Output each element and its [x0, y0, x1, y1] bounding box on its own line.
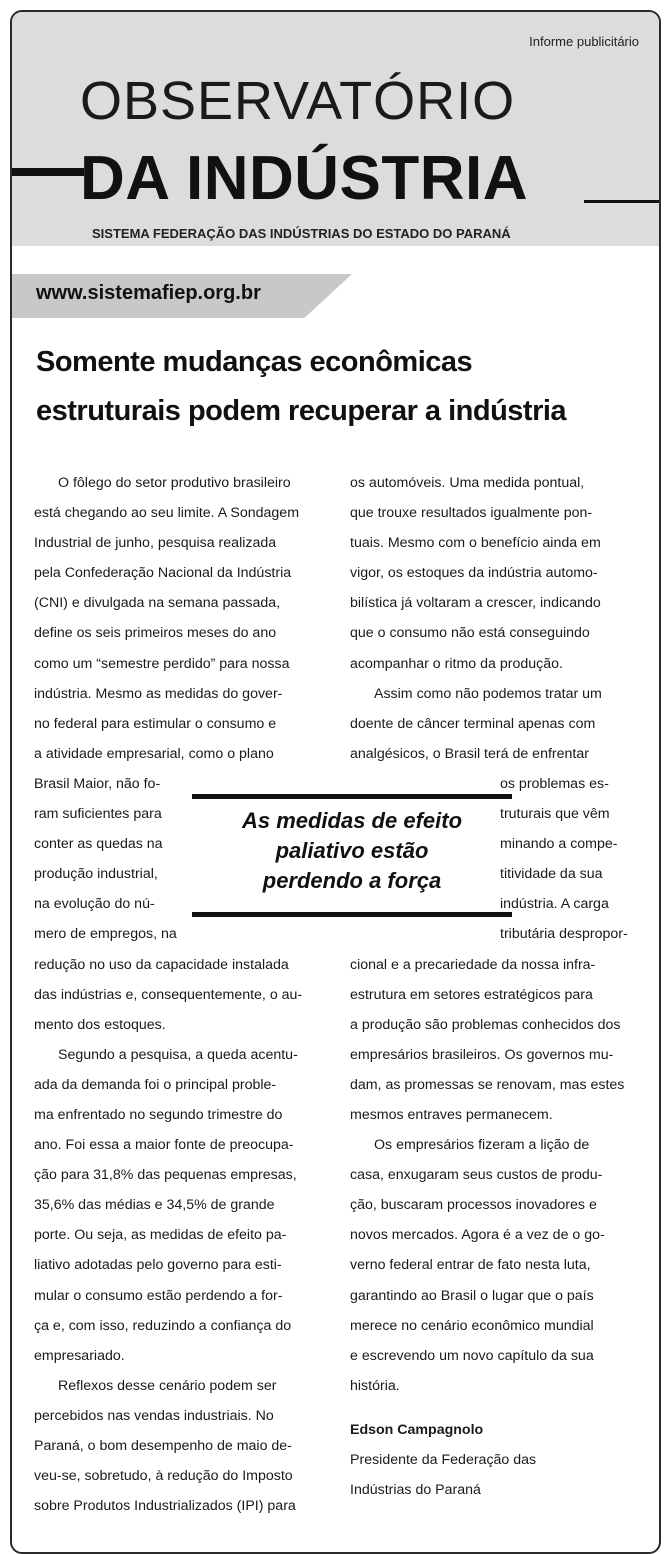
- text-line: novos mercados. Agora é a vez de o go-: [350, 1227, 605, 1244]
- text-line: a produção são problemas conhecidos dos: [350, 1016, 621, 1033]
- text-line: define os seis primeiros meses do ano: [34, 625, 277, 642]
- text-line: Assim como não podemos tratar um: [374, 685, 602, 702]
- text-line: produção industrial,: [34, 866, 158, 883]
- text-line: cional e a precariedade da nossa infra-: [350, 956, 596, 973]
- text-line: verno federal entrar de fato nesta luta,: [350, 1257, 591, 1274]
- text-line: ça e, com isso, reduzindo a confiança do: [34, 1317, 292, 1334]
- text-line: mento dos estoques.: [34, 1016, 166, 1033]
- title-rule-right: [584, 200, 659, 203]
- text-line: mular o consumo estão perdendo a for-: [34, 1287, 283, 1304]
- headline-line-1: Somente mudanças econômicas: [36, 346, 473, 378]
- text-line: empresariado.: [34, 1347, 125, 1364]
- text-line: que o consumo não está conseguindo: [350, 625, 590, 642]
- title-da-industria: DA INDÚSTRIA: [80, 144, 529, 213]
- text-line: conter as quedas na: [34, 836, 163, 853]
- header-subtitle: SISTEMA FEDERAÇÃO DAS INDÚSTRIAS DO ESTADO DO PARANÁ: [92, 226, 511, 241]
- left-column: [34, 468, 340, 1521]
- text-line: 35,6% das médias e 34,5% de grande: [34, 1197, 275, 1214]
- pull-quote-line-1: As medidas de efeito: [241, 808, 463, 833]
- website-url[interactable]: www.sistemafiep.org.br: [36, 282, 261, 304]
- text-line: ram suficientes para: [34, 806, 162, 823]
- text-line: tributária despropor-: [500, 926, 628, 943]
- pull-quote-line-3: perdendo a força: [262, 868, 442, 893]
- informe-label: Informe publicitário: [529, 34, 639, 49]
- text-line: história.: [350, 1377, 400, 1394]
- advertorial-frame: [10, 10, 661, 1554]
- text-line: Brasil Maior, não fo-: [34, 775, 161, 792]
- text-line: das indústrias e, consequentemente, o au-: [34, 986, 303, 1003]
- text-line: sobre Produtos Industrializados (IPI) para: [34, 1498, 296, 1515]
- article-headline: [36, 338, 646, 436]
- pull-quote: [192, 794, 512, 918]
- text-line: estrutura em setores estratégicos para: [350, 986, 593, 1003]
- signature-role-2: Indústrias do Paraná: [350, 1481, 481, 1498]
- text-line: bilística já voltaram a crescer, indicando: [350, 595, 601, 612]
- text-line: mesmos entraves permanecem.: [350, 1106, 553, 1123]
- text-line: Segundo a pesquisa, a queda acentu-: [58, 1046, 298, 1063]
- text-line: na evolução do nú-: [34, 896, 155, 913]
- text-line: Industrial de junho, pesquisa realizada: [34, 535, 277, 552]
- text-line: os automóveis. Uma medida pontual,: [350, 475, 585, 491]
- text-line: percebidos nas vendas industriais. No: [34, 1407, 274, 1424]
- title-rule-left: [12, 168, 84, 176]
- text-line: Reflexos desse cenário podem ser: [58, 1377, 277, 1394]
- pull-quote-rule-top: [192, 794, 512, 799]
- text-line: como um “semestre perdido” para nossa: [34, 655, 290, 672]
- text-line: no federal para estimular o consumo e: [34, 715, 277, 732]
- text-line: ma enfrentado no segundo trimestre do: [34, 1106, 283, 1123]
- text-line: Os empresários fizeram a lição de: [374, 1137, 590, 1154]
- text-line: analgésicos, o Brasil terá de enfrentar: [350, 745, 589, 762]
- text-line: O fôlego do setor produtivo brasileiro: [58, 475, 291, 491]
- text-line: os problemas es-: [500, 775, 609, 792]
- text-line: ção para 31,8% das pequenas empresas,: [34, 1167, 297, 1184]
- text-line: porte. Ou seja, as medidas de efeito pa-: [34, 1227, 287, 1244]
- text-line: empresários brasileiros. Os governos mu-: [350, 1046, 614, 1063]
- text-line: ada da demanda foi o principal proble-: [34, 1076, 277, 1093]
- text-line: garantindo ao Brasil o lugar que o país: [350, 1287, 594, 1304]
- text-line: casa, enxugaram seus custos de produ-: [350, 1167, 603, 1184]
- text-line: doente de câncer terminal apenas com: [350, 715, 596, 732]
- text-line: acompanhar o ritmo da produção.: [350, 655, 563, 672]
- text-line: vigor, os estoques da indústria automo-: [350, 565, 598, 582]
- text-line: ano. Foi essa a maior fonte de preocupa-: [34, 1137, 294, 1154]
- text-line: mero de empregos, na: [34, 926, 177, 943]
- text-line: está chegando ao seu limite. A Sondagem: [34, 505, 300, 522]
- text-line: minando a compe-: [500, 836, 618, 853]
- text-line: merece no cenário econômico mundial: [350, 1317, 594, 1334]
- text-line: liativo adotadas pelo governo para esti-: [34, 1257, 282, 1274]
- text-line: a atividade empresarial, como o plano: [34, 745, 274, 762]
- text-line: truturais que vêm: [500, 806, 610, 823]
- text-line: veu-se, sobretudo, à redução do Imposto: [34, 1468, 293, 1485]
- text-line: e escrevendo um novo capítulo da sua: [350, 1347, 594, 1364]
- signature-role-1: Presidente da Federação das: [350, 1451, 537, 1468]
- pull-quote-line-2: paliativo estão: [275, 838, 429, 863]
- text-line: pela Confederação Nacional da Indústria: [34, 565, 292, 582]
- text-line: redução no uso da capacidade instalada: [34, 956, 289, 973]
- pull-quote-rule-bottom: [192, 912, 512, 917]
- text-line: Paraná, o bom desempenho de maio de-: [34, 1438, 292, 1454]
- text-line: (CNI) e divulgada na semana passada,: [34, 595, 281, 612]
- text-line: indústria. Mesmo as medidas do gover-: [34, 685, 283, 702]
- title-observatorio: OBSERVATÓRIO: [80, 71, 516, 131]
- signature-name: Edson Campagnolo: [350, 1421, 484, 1438]
- text-line: ção, buscaram processos inovadores e: [350, 1197, 597, 1214]
- pull-quote-text: [192, 806, 512, 896]
- headline-line-2: estruturais podem recuperar a indústria: [36, 395, 567, 427]
- text-line: tuais. Mesmo com o benefício ainda em: [350, 535, 601, 552]
- text-line: indústria. A carga: [500, 896, 609, 913]
- right-column: [350, 468, 650, 1505]
- text-line: titividade da sua: [500, 866, 603, 883]
- text-line: dam, as promessas se renovam, mas estes: [350, 1076, 625, 1093]
- text-line: que trouxe resultados igualmente pon-: [350, 505, 593, 522]
